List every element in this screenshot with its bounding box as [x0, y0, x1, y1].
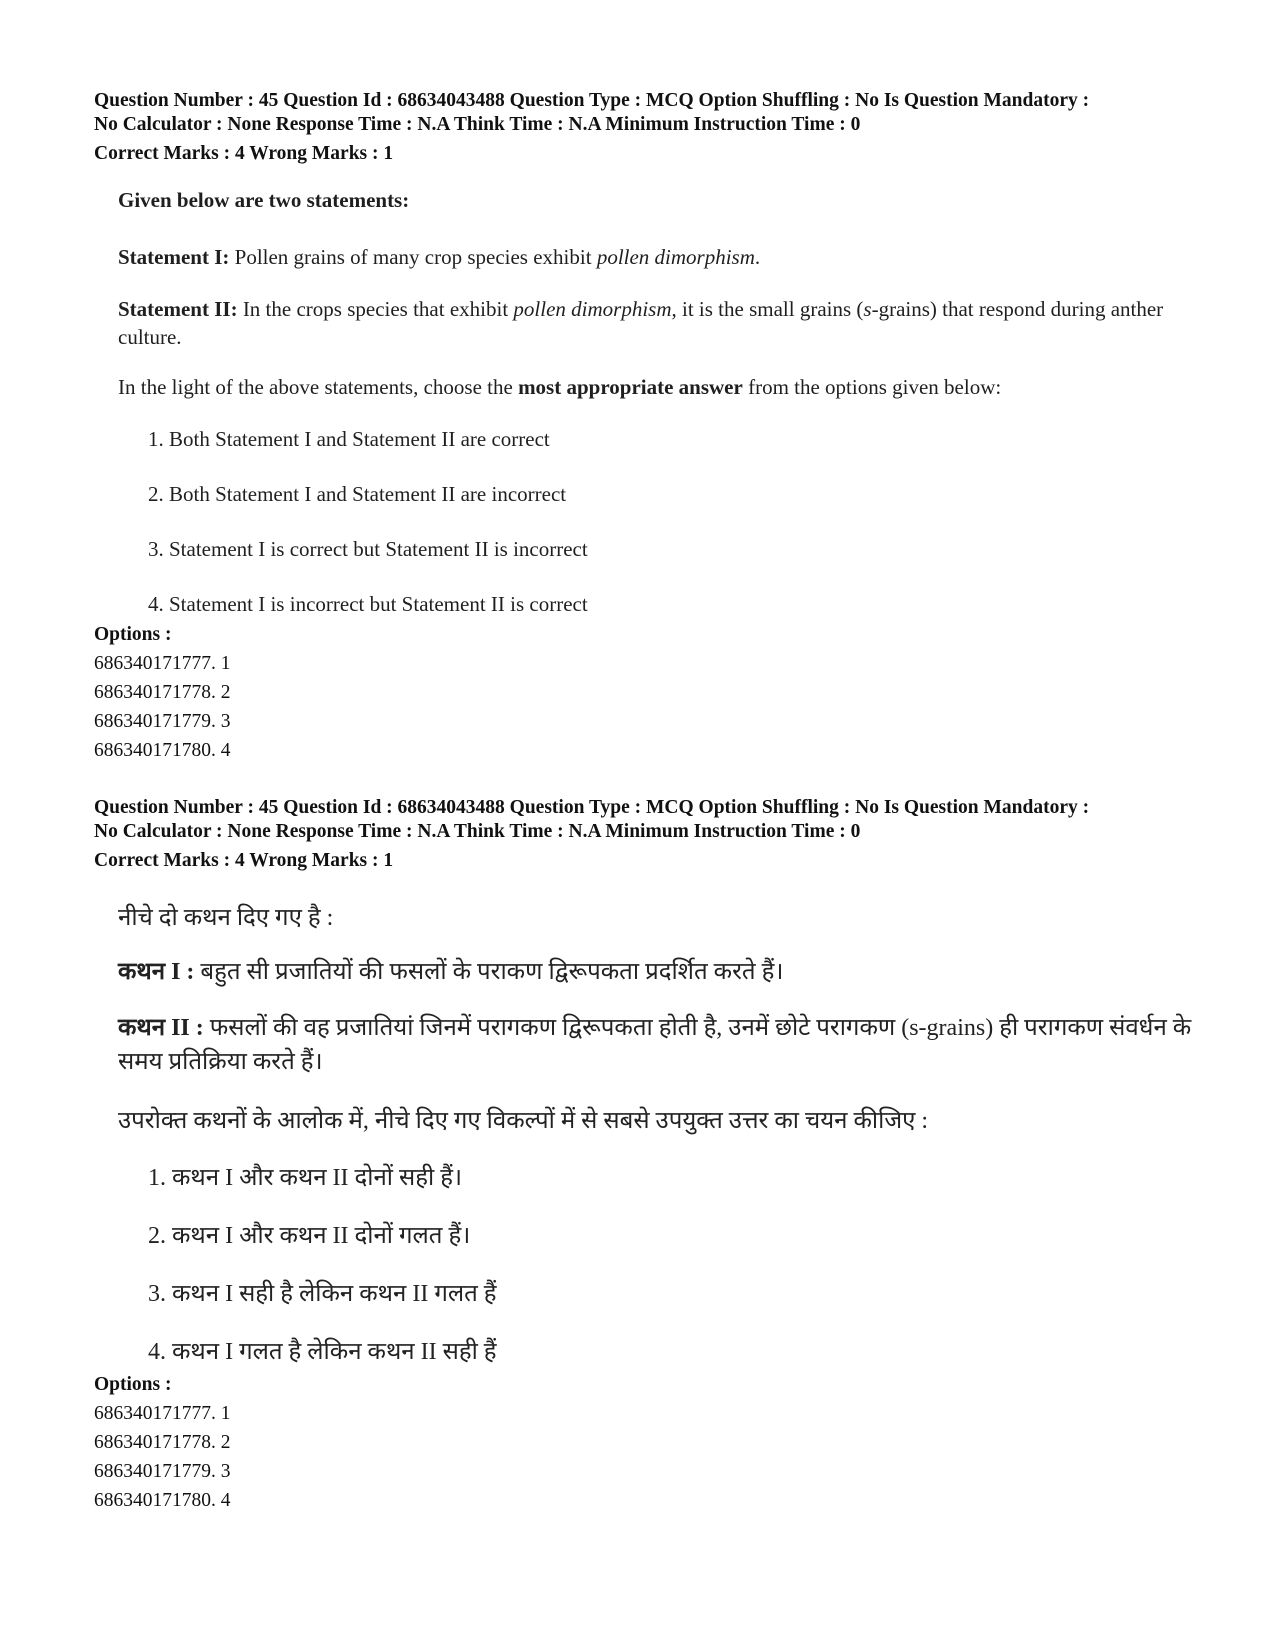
- statement-2-emphasis: pollen dimorphism: [513, 297, 672, 321]
- prompt-text-end: from the options given below:: [742, 375, 1002, 399]
- marks-line: Correct Marks : 4 Wrong Marks : 1: [94, 850, 394, 871]
- statement-2-end: -grains) that respond during anther culture.: [118, 297, 1164, 349]
- choice-item: 4. कथन I गलत है लेकिन कथन II सही हैं: [148, 1339, 497, 1365]
- statement-1-end: .: [754, 245, 761, 269]
- statement-2-label: Statement II:: [118, 297, 238, 321]
- prompt-emphasis: most appropriate answer: [518, 375, 743, 399]
- choice-item: 1. Both Statement I and Statement II are correct: [148, 427, 550, 451]
- marks-line: Correct Marks : 4 Wrong Marks : 1: [94, 143, 394, 164]
- choice-item: 3. कथन I सही है लेकिन कथन II गलत हैं: [148, 1281, 497, 1307]
- question-intro: Given below are two statements:: [118, 188, 410, 212]
- statement-1-label: Statement I:: [118, 245, 230, 269]
- options-heading: Options :: [94, 624, 172, 645]
- statement-2-text: फसलों की वह प्रजातियां जिनमें परागकण द्विरूपकता होती है, उनमें छोटे परागकण (s-grains) ही परागकण संवर्धन के समय प्रतिक्रिया करते हैं।: [118, 1015, 1192, 1075]
- question-body: [118, 188, 1198, 617]
- statement-2: [118, 295, 1198, 351]
- choice-item: 4. Statement I is incorrect but Statement II is correct: [148, 592, 588, 616]
- statement-2-text-mid: , it is the small grains (: [671, 297, 864, 321]
- option-id-item: 686340171780. 4: [94, 1490, 231, 1511]
- options-list: [94, 1370, 494, 1515]
- option-id-item: 686340171777. 1: [94, 653, 231, 674]
- statement-1-text: Pollen grains of many crop species exhibit: [229, 245, 597, 269]
- choice-item: 2. Both Statement I and Statement II are incorrect: [148, 482, 567, 506]
- meta-line-1: Question Number : 45 Question Id : 68634043488 Question Type : MCQ Option Shuffling : No Is Question Mandatory :: [94, 797, 1090, 818]
- option-id-item: 686340171778. 2: [94, 682, 231, 703]
- question-meta-header: [94, 796, 1194, 873]
- question-intro: नीचे दो कथन दिए गए है :: [118, 905, 334, 931]
- meta-line-2: No Calculator : None Response Time : N.A Think Time : N.A Minimum Instruction Time : 0: [94, 114, 861, 135]
- choice-item: 2. कथन I और कथन II दोनों गलत हैं।: [148, 1223, 471, 1249]
- question-prompt: उपरोक्त कथनों के आलोक में, नीचे दिए गए विकल्पों में से सबसे उपयुक्त उत्तर का चयन कीजिए :: [118, 1108, 929, 1134]
- option-id-item: 686340171779. 3: [94, 711, 231, 732]
- question-meta-header: [94, 89, 1194, 166]
- option-id-item: 686340171780. 4: [94, 740, 231, 761]
- choice-item: 3. Statement I is correct but Statement II is incorrect: [148, 537, 588, 561]
- option-id-item: 686340171779. 3: [94, 1461, 231, 1482]
- statement-2-label: कथन II :: [118, 1015, 204, 1041]
- question-prompt: [118, 375, 1198, 400]
- options-heading: Options :: [94, 1374, 172, 1395]
- meta-line-2: No Calculator : None Response Time : N.A Think Time : N.A Minimum Instruction Time : 0: [94, 821, 861, 842]
- choice-item: 1. कथन I और कथन II दोनों सही हैं।: [148, 1165, 463, 1191]
- meta-line-1: Question Number : 45 Question Id : 68634043488 Question Type : MCQ Option Shuffling : No Is Question Mandatory :: [94, 90, 1090, 111]
- statement-1: [118, 955, 1198, 989]
- statement-2-text: In the crops species that exhibit: [237, 297, 514, 321]
- prompt-text: In the light of the above statements, choose the: [118, 375, 519, 399]
- statement-1-emphasis: pollen dimorphism: [596, 245, 755, 269]
- question-body-hindi: [118, 900, 1198, 1367]
- statement-2-emphasis-s: s: [863, 297, 872, 321]
- choice-list: [118, 427, 1198, 617]
- options-list: [94, 620, 494, 765]
- statement-1: [118, 243, 1198, 271]
- choice-list: [118, 1160, 1198, 1367]
- statement-1-label: कथन I :: [118, 959, 195, 985]
- statement-1-text: बहुत सी प्रजातियों की फसलों के पराकण द्विरूपकता प्रदर्शित करते हैं।: [194, 959, 784, 985]
- option-id-item: 686340171777. 1: [94, 1403, 231, 1424]
- statement-2: [118, 1011, 1198, 1079]
- option-id-item: 686340171778. 2: [94, 1432, 231, 1453]
